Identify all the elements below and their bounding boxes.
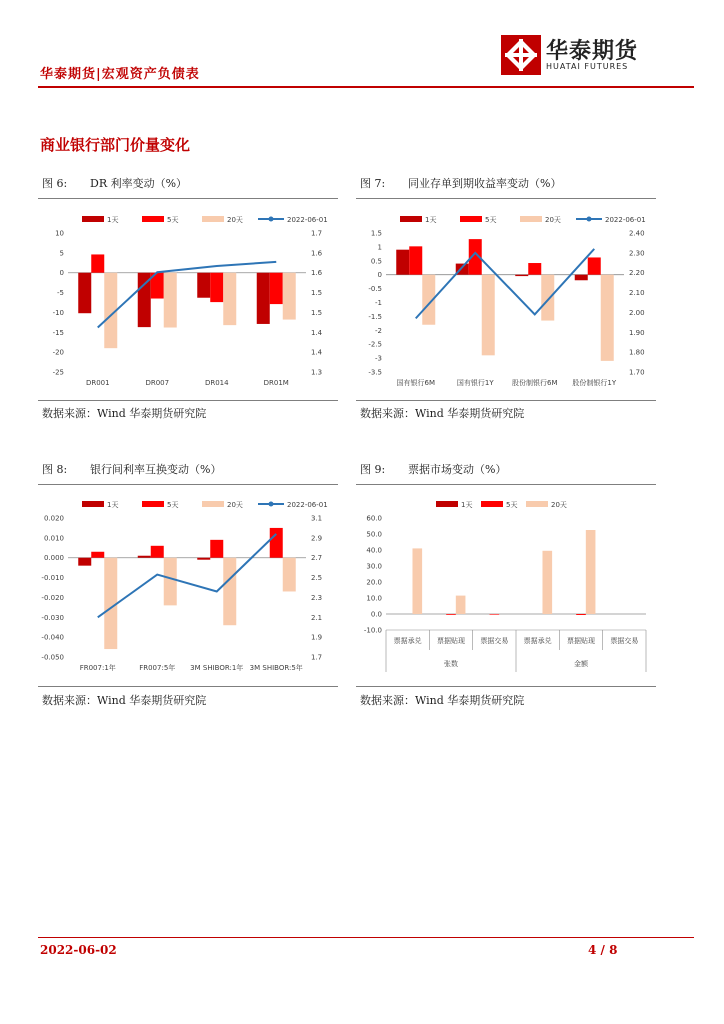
x-tick-label: FR007:5年 (139, 664, 176, 672)
legend-label: 1天 (107, 501, 119, 509)
legend-marker (269, 502, 274, 507)
x-tick-label: 票据交易 (480, 637, 509, 645)
y-tick-label: -0.040 (41, 633, 64, 642)
x-tick-label: 国有银行6M (396, 379, 435, 387)
legend-swatch (460, 216, 482, 222)
x-tick-label: DR014 (204, 379, 229, 387)
y-tick-label: -2 (375, 326, 382, 335)
bar (482, 275, 495, 356)
legend-swatch (82, 501, 104, 507)
logo-text-cn: 华泰期货 (546, 39, 639, 64)
x-tick-label: 票据承兑 (523, 637, 552, 645)
y-tick-label: 1.5 (370, 229, 382, 238)
bar (576, 614, 586, 615)
y-tick-label: -10.0 (363, 626, 382, 635)
x-group-label: 金额 (574, 660, 588, 668)
bar (601, 275, 614, 361)
figure-9-bottom-rule (356, 686, 656, 687)
series-line (98, 262, 277, 328)
y2-tick-label: 2.7 (311, 554, 323, 563)
y2-tick-label: 1.4 (311, 348, 323, 357)
legend-label: 1天 (425, 216, 437, 224)
bar (78, 558, 91, 566)
x-tick-label: 票据承兑 (393, 637, 422, 645)
y2-tick-label: 1.6 (311, 249, 323, 258)
legend-swatch (202, 216, 224, 222)
bar (210, 540, 223, 558)
y-tick-label: -20 (52, 348, 64, 357)
y2-tick-label: 1.6 (311, 269, 323, 278)
figure-title: DR 利率变动（%） (90, 177, 188, 190)
legend-swatch (142, 501, 164, 507)
series-line (416, 249, 595, 319)
bar (223, 558, 236, 626)
logo-text-en: HUATAI FUTURES (546, 62, 629, 71)
y-tick-label: 1 (377, 243, 382, 252)
bar (91, 254, 104, 272)
y-tick-label: 0.000 (43, 554, 64, 563)
y-tick-label: -1 (375, 299, 382, 307)
y2-tick-label: 3.1 (311, 514, 323, 523)
legend-label: 1天 (461, 501, 473, 509)
y2-tick-label: 1.7 (311, 229, 323, 238)
figure-number: 图 6: (42, 177, 68, 190)
x-tick-label: DR01M (263, 379, 289, 387)
figure-9-chart (356, 490, 656, 680)
x-tick-label: 国有银行1Y (456, 379, 494, 387)
bar (164, 273, 177, 328)
figure-7-source: 数据来源：Wind 华泰期货研究院 (360, 407, 525, 420)
chart-ncd-yields (356, 205, 656, 395)
bar (138, 556, 151, 558)
y-tick-label: -0.5 (368, 285, 382, 294)
figure-9-source: 数据来源：Wind 华泰期货研究院 (360, 694, 525, 707)
bar (283, 273, 296, 320)
y-tick-label: 20.0 (366, 578, 382, 587)
figure-7-top-rule (356, 198, 656, 199)
y2-tick-label: 1.90 (629, 328, 645, 337)
figure-8-bottom-rule (38, 686, 338, 687)
y-tick-label: -1.5 (368, 312, 382, 321)
x-tick-label: DR007 (145, 379, 170, 387)
legend-label: 2022-06-01 (287, 216, 328, 224)
bar (490, 614, 500, 615)
y2-tick-label: 2.9 (311, 534, 323, 543)
bar (588, 257, 601, 274)
figure-title: 银行间利率互换变动（%） (90, 463, 222, 476)
bar (586, 530, 596, 614)
y2-tick-label: 1.70 (629, 368, 645, 377)
y-tick-label: 0 (59, 269, 64, 278)
chart-legend (400, 216, 646, 224)
bar (396, 250, 409, 275)
bar (151, 546, 164, 558)
legend-label: 5天 (506, 501, 518, 509)
huatai-logo-mark-icon (500, 34, 542, 76)
y2-tick-label: 2.10 (629, 289, 645, 298)
series-line (98, 534, 277, 617)
bar (210, 273, 223, 302)
legend-swatch (481, 501, 503, 507)
legend-swatch (142, 216, 164, 222)
bar (223, 273, 236, 325)
chart-legend (82, 216, 328, 224)
x-tick-label: 3M SHIBOR:5年 (249, 664, 303, 672)
legend-swatch (520, 216, 542, 222)
figure-title: 票据市场变动（%） (408, 463, 507, 476)
figure-8-source: 数据来源：Wind 华泰期货研究院 (42, 694, 207, 707)
bar (257, 273, 270, 324)
bar (270, 273, 283, 304)
chart-legend (436, 501, 567, 509)
y-tick-label: -25 (52, 368, 64, 377)
chart-irs (38, 490, 338, 680)
legend-label: 20天 (227, 501, 243, 509)
y2-tick-label: 1.9 (311, 633, 323, 642)
bar (197, 273, 210, 298)
figure-number: 图 8: (42, 463, 68, 476)
y2-tick-label: 2.1 (311, 613, 323, 622)
y-tick-label: 0.5 (370, 257, 382, 266)
figure-7-bottom-rule (356, 400, 656, 401)
section-title: 商业银行部门价量变化 (40, 136, 191, 154)
figure-number: 图 9: (360, 463, 386, 476)
y-tick-label: -0.020 (41, 593, 64, 602)
footer-date: 2022-06-02 (40, 943, 117, 957)
y-tick-label: -10 (52, 308, 64, 317)
y-tick-label: -0.010 (41, 574, 64, 583)
y-tick-label: 60.0 (366, 514, 382, 523)
legend-label: 5天 (485, 216, 497, 224)
x-tick-label: 股份制银行6M (512, 379, 558, 387)
y2-tick-label: 2.40 (629, 229, 645, 238)
bar (446, 614, 456, 615)
bar (575, 275, 588, 281)
y-tick-label: 0.0 (370, 610, 382, 619)
y-tick-label: 0.010 (43, 534, 64, 543)
document-title: 华泰期货|宏观资产负债表 (40, 67, 200, 82)
legend-label: 20天 (551, 501, 567, 509)
bar (528, 263, 541, 275)
legend-label: 1天 (107, 216, 119, 224)
figure-6-bottom-rule (38, 400, 338, 401)
legend-label: 20天 (227, 216, 243, 224)
y2-tick-label: 1.4 (311, 328, 323, 337)
huatai-logo (500, 34, 650, 76)
bar (91, 552, 104, 558)
legend-swatch (82, 216, 104, 222)
bar (515, 275, 528, 276)
y2-tick-label: 2.3 (311, 593, 323, 602)
figure-7-chart (356, 205, 656, 395)
legend-swatch (436, 501, 458, 507)
bar (542, 551, 552, 614)
figure-title: 同业存单到期收益率变动（%） (408, 177, 562, 190)
legend-label: 2022-06-01 (287, 501, 328, 509)
y-tick-label: 0 (377, 271, 382, 280)
y2-tick-label: 2.5 (311, 574, 323, 583)
chart-dr-rates (38, 205, 338, 395)
y2-tick-label: 2.30 (629, 249, 645, 258)
bar (270, 528, 283, 558)
y2-tick-label: 2.20 (629, 269, 645, 278)
legend-swatch (400, 216, 422, 222)
figure-6-caption (42, 175, 187, 191)
bar (283, 558, 296, 592)
legend-label: 20天 (545, 216, 561, 224)
header-divider (38, 86, 694, 88)
y2-tick-label: 2.00 (629, 308, 645, 317)
legend-swatch (202, 501, 224, 507)
footer-divider (38, 937, 694, 938)
x-group-label: 张数 (444, 660, 458, 668)
y-tick-label: -15 (52, 328, 64, 337)
x-tick-label: 股份制银行1Y (572, 379, 617, 387)
x-tick-label: DR001 (85, 379, 110, 387)
x-tick-label: 3M SHIBOR:1年 (190, 664, 244, 672)
x-tick-label: 票据交易 (610, 637, 639, 645)
bar (409, 246, 422, 274)
y-tick-label: 10.0 (366, 594, 382, 603)
x-tick-label: FR007:1年 (79, 664, 116, 672)
y-tick-label: 30.0 (366, 562, 382, 571)
y-tick-label: -0.050 (41, 653, 64, 662)
y-tick-label: 40.0 (366, 546, 382, 555)
bar (164, 558, 177, 606)
y-tick-label: -0.030 (41, 613, 64, 622)
y-tick-label: -3.5 (368, 368, 382, 377)
legend-marker (587, 217, 592, 222)
y2-tick-label: 1.3 (311, 368, 323, 377)
bar (197, 558, 210, 560)
y-tick-label: 50.0 (366, 530, 382, 539)
figure-7-caption (360, 175, 561, 191)
figure-8-caption (42, 461, 221, 477)
x-tick-label: 票据贴现 (567, 637, 595, 645)
y2-tick-label: 1.7 (311, 653, 323, 662)
y-tick-label: 10 (55, 229, 64, 238)
y-tick-label: 5 (59, 249, 64, 258)
y-tick-label: -3 (375, 354, 382, 363)
x-tick-label: 票据贴现 (437, 637, 465, 645)
y-tick-label: 0.020 (43, 514, 64, 523)
y2-tick-label: 1.5 (311, 289, 323, 298)
figure-9-top-rule (356, 484, 656, 485)
legend-marker (269, 217, 274, 222)
bar (412, 548, 422, 614)
bar (541, 275, 554, 321)
figure-number: 图 7: (360, 177, 386, 190)
chart-bill-market (356, 490, 656, 680)
page-number: 4 / 8 (588, 943, 618, 957)
y-tick-label: -5 (57, 289, 64, 298)
figure-6-source: 数据来源：Wind 华泰期货研究院 (42, 407, 207, 420)
figure-9-caption (360, 461, 506, 477)
bar (78, 273, 91, 314)
legend-label: 5天 (167, 501, 179, 509)
y2-tick-label: 1.5 (311, 308, 323, 317)
chart-legend (82, 501, 328, 509)
legend-swatch (526, 501, 548, 507)
figure-8-chart (38, 490, 338, 680)
legend-label: 5天 (167, 216, 179, 224)
legend-label: 2022-06-01 (605, 216, 646, 224)
y2-tick-label: 1.80 (629, 348, 645, 357)
figure-6-chart (38, 205, 338, 395)
figure-8-top-rule (38, 484, 338, 485)
figure-6-top-rule (38, 198, 338, 199)
bar (456, 596, 466, 614)
bar (104, 558, 117, 649)
y-tick-label: -2.5 (368, 340, 382, 349)
